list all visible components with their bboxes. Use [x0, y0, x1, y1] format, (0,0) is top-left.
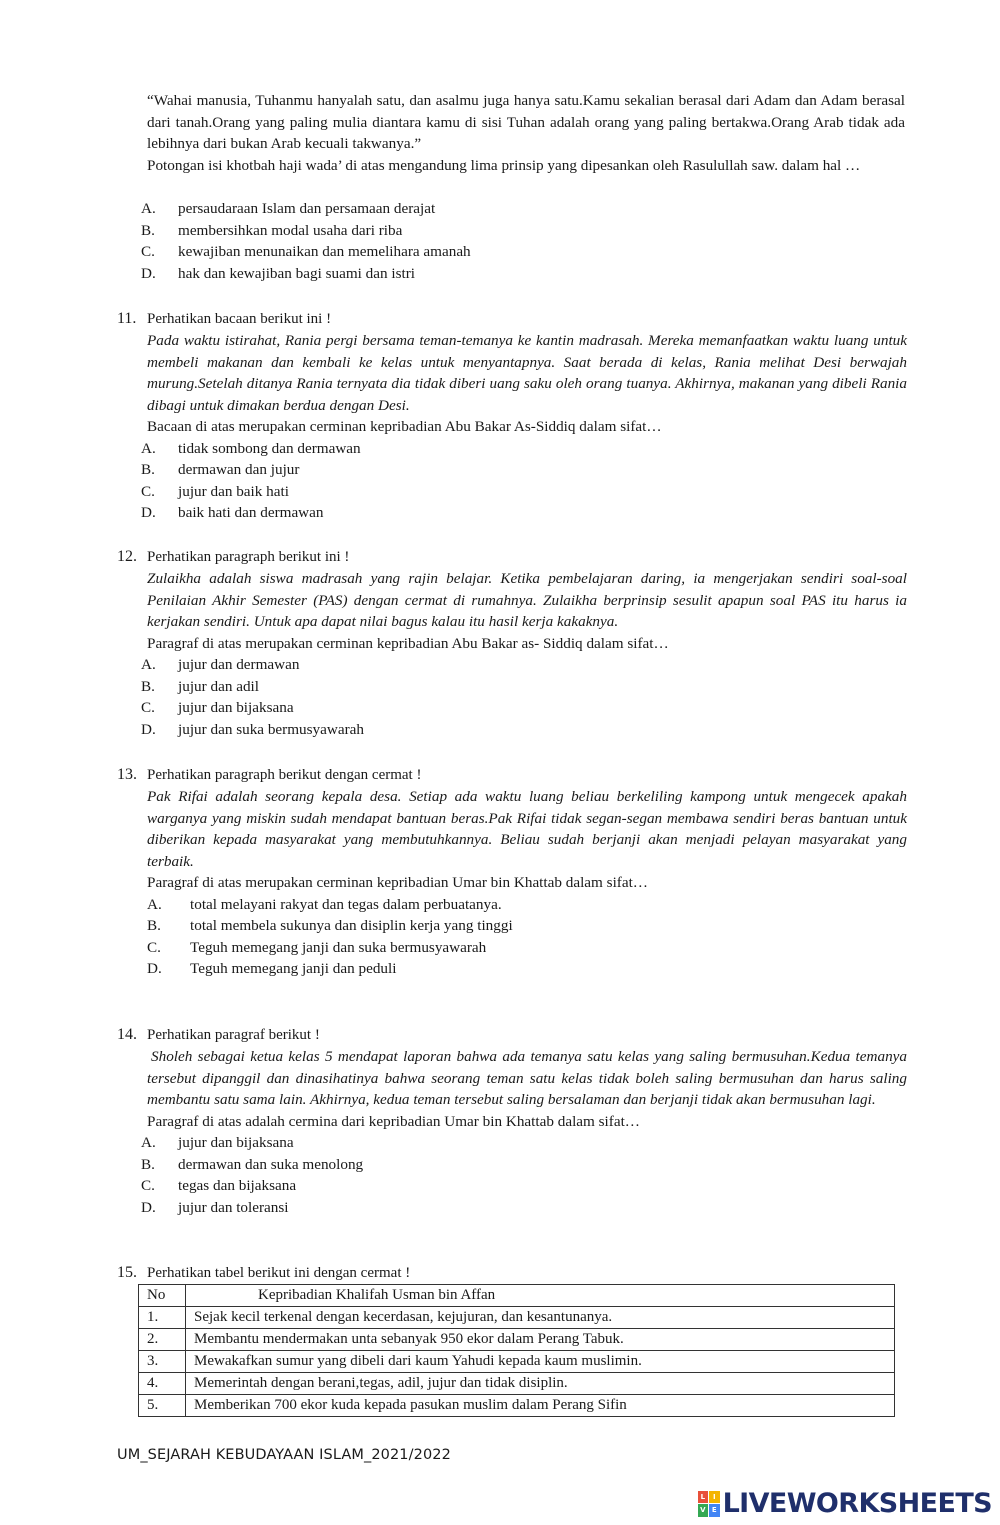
answer-option[interactable]: B. jujur dan adil [141, 677, 259, 695]
question-passage: Zulaikha adalah siswa madrasah yang rajin belajar. Ketika pembelajaran daring, ia mengerjakan sendiri soal-soal Penilaian Akhir Semester (PAS) dengan cermat di rumahnya. Zulaikha berprinsip sesulit apapun soal PAS itu harus ia kerjakan sendiri. Untuk apa dapat nilai bagus kalau itu hasil kerja kakaknya. [147, 570, 907, 630]
table-row [139, 1307, 895, 1329]
answer-option[interactable]: A. persaudaraan Islam dan persamaan derajat [141, 200, 436, 217]
table-cell-text: Memberikan 700 ekor kuda kepada pasukan muslim dalam Perang Sifin [186, 1395, 895, 1417]
answer-option[interactable]: B. membersihkan modal usaha dari riba [141, 221, 403, 239]
liveworksheets-mark-icon: L I V E [698, 1491, 720, 1517]
table-cell-text: Sejak kecil terkenal dengan kecerdasan, kejujuran, dan kesantunanya. [186, 1307, 895, 1329]
table-header-no: No [139, 1285, 186, 1307]
answer-option[interactable]: C. jujur dan baik hati [141, 482, 289, 500]
liveworksheets-logo[interactable] [698, 1488, 992, 1519]
table-cell-text: Memerintah dengan berani,tegas, adil, jujur dan tidak disiplin. [186, 1373, 895, 1395]
question-options [141, 1132, 907, 1218]
answer-option[interactable]: B. dermawan dan suka menolong [141, 1155, 364, 1173]
table-row [139, 1395, 895, 1417]
question-passage: Pak Rifai adalah seorang kepala desa. Setiap ada waktu luang beliau berkeliling kampong untuk mengecek apakah warganya yang miskin sudah mendapat bantuan beras.Pak Rifai tidak segan-segan membawa sendiri beras bantuan untuk diberikan kepada masyarakat yang membutuhkannya. Beliau sudah berjanji akan menjadi pelayan masyarakat yang terbaik. [147, 788, 907, 870]
question-options [147, 894, 907, 980]
question-heading: 14. Perhatikan paragraf berikut ! [117, 1026, 320, 1043]
question-heading: 12. Perhatikan paragraph berikut ini ! [117, 548, 350, 565]
question-11 [117, 308, 907, 524]
answer-option[interactable]: A. total melayani rakyat dan tegas dalam perbuatanya. [147, 895, 502, 913]
answer-option[interactable]: A. jujur dan bijaksana [141, 1134, 294, 1151]
question-14 [117, 1024, 907, 1218]
question-12 [117, 546, 907, 740]
question-number: 13. [117, 766, 137, 783]
answer-option[interactable]: D. jujur dan suka bermusyawarah [141, 720, 364, 738]
answer-option[interactable]: B. dermawan dan jujur [141, 461, 300, 479]
answer-option[interactable]: A. tidak sombong dan dermawan [141, 439, 361, 457]
table-cell-no: 4. [139, 1373, 186, 1395]
question-stem: Bacaan di atas merupakan cerminan kepribadian Abu Bakar As-Siddiq dalam sifat… [147, 418, 662, 435]
question-number: 15. [117, 1264, 137, 1281]
question-options [141, 438, 907, 524]
question-passage: Sholeh sebagai ketua kelas 5 mendapat laporan bahwa ada temanya satu kelas yang saling bermusuhan.Kedua temanya tersebut dipanggil dan dinasihatinya bahwa seorang teman satu kelas tidak boleh saling bermusuhan dan harus saling membantu satu sama lain. Akhirnya, kedua teman tersebut saling bersalaman dan berjanji tidak akan bermusuhan lagi. [147, 1048, 907, 1108]
answer-option[interactable]: B. total membela sukunya dan disiplin kerja yang tinggi [147, 917, 513, 935]
question-10-continuation [147, 90, 905, 176]
answer-option[interactable]: D. jujur dan toleransi [141, 1198, 289, 1216]
answer-option[interactable]: C. Teguh memegang janji dan suka bermusyawarah [147, 938, 487, 956]
answer-option[interactable]: D. Teguh memegang janji dan peduli [147, 960, 397, 978]
table-row [139, 1373, 895, 1395]
table-row [139, 1329, 895, 1351]
question-number: 12. [117, 548, 137, 565]
question-passage: Pada waktu istirahat, Rania pergi bersama teman-temanya ke kantin madrasah. Mereka memanfaatkan waktu luang untuk membeli makanan dan kembali ke kelas untuk menyantapnya. Saat berada di kelas, Rania melihat Desi berwajah murung.Setelah ditanya Rania ternyata dia tidak diberi uang saku oleh orang tuanya. Akhirnya, makanan yang dibeli Rania dibagi untuk dimakan berdua dengan Desi. [147, 332, 907, 414]
question-stem: Paragraf di atas adalah cermina dari kepribadian Umar bin Khattab dalam sifat… [147, 1112, 640, 1130]
question-heading: 15. Perhatikan tabel berikut ini dengan cermat ! [117, 1264, 411, 1281]
table-cell-no: 3. [139, 1351, 186, 1373]
question-stem: Paragraf di atas merupakan cerminan kepribadian Umar bin Khattab dalam sifat… [147, 874, 648, 891]
question-options [141, 654, 907, 740]
table-cell-text: Membantu mendermakan unta sebanyak 950 ekor dalam Perang Tabuk. [186, 1329, 895, 1351]
question-heading: 13. Perhatikan paragraph berikut dengan cermat ! [117, 766, 422, 783]
question-15 [117, 1262, 907, 1284]
answer-option[interactable]: C. jujur dan bijaksana [141, 699, 294, 717]
table-row [139, 1351, 895, 1373]
question-number: 14. [117, 1026, 137, 1043]
khotbah-quote: “Wahai manusia, Tuhanmu hanyalah satu, dan asalmu juga hanya satu.Kamu sekalian berasal dari Adam dan Adam berasal dari tanah.Orang yang paling mulia diantara kamu di sisi Tuhan adalah orang yang paling bertakwa.Orang Arab tidak ada lebihnya dari bukan Arab kecuali takwanya.” [147, 92, 905, 152]
table-cell-no: 2. [139, 1329, 186, 1351]
question-number: 11. [117, 310, 137, 327]
question-heading: 11. Perhatikan bacaan berikut ini ! [117, 310, 332, 327]
question-10-options-block [117, 198, 907, 284]
question-10-stem: Potongan isi khotbah haji wada’ di atas mengandung lima prinsip yang dipesankan oleh Rasulullah saw. dalam hal … [147, 156, 861, 174]
table-header-row [139, 1285, 895, 1307]
answer-option[interactable]: A. jujur dan dermawan [141, 656, 300, 673]
kepribadian-table [138, 1284, 895, 1417]
logo-wordmark: LIVEWORKSHEETS [722, 1488, 992, 1519]
answer-option[interactable]: C. kewajiban menunaikan dan memelihara amanah [141, 243, 471, 261]
table-cell-text: Mewakafkan sumur yang dibeli dari kaum Yahudi kepada kaum muslimin. [186, 1351, 895, 1373]
answer-option[interactable]: D. hak dan kewajiban bagi suami dan istri [141, 264, 416, 282]
table-header-title: Kepribadian Khalifah Usman bin Affan [186, 1285, 895, 1307]
question-10-options [141, 198, 907, 284]
page-footer: UM_SEJARAH KEBUDAYAAN ISLAM_2021/2022 [117, 1447, 451, 1463]
answer-option[interactable]: D. baik hati dan dermawan [141, 504, 324, 522]
answer-option[interactable]: C. tegas dan bijaksana [141, 1177, 297, 1195]
question-13 [117, 764, 907, 980]
question-stem: Paragraf di atas merupakan cerminan kepribadian Abu Bakar as- Siddiq dalam sifat… [147, 634, 669, 652]
table-cell-no: 1. [139, 1307, 186, 1329]
table-cell-no: 5. [139, 1395, 186, 1417]
